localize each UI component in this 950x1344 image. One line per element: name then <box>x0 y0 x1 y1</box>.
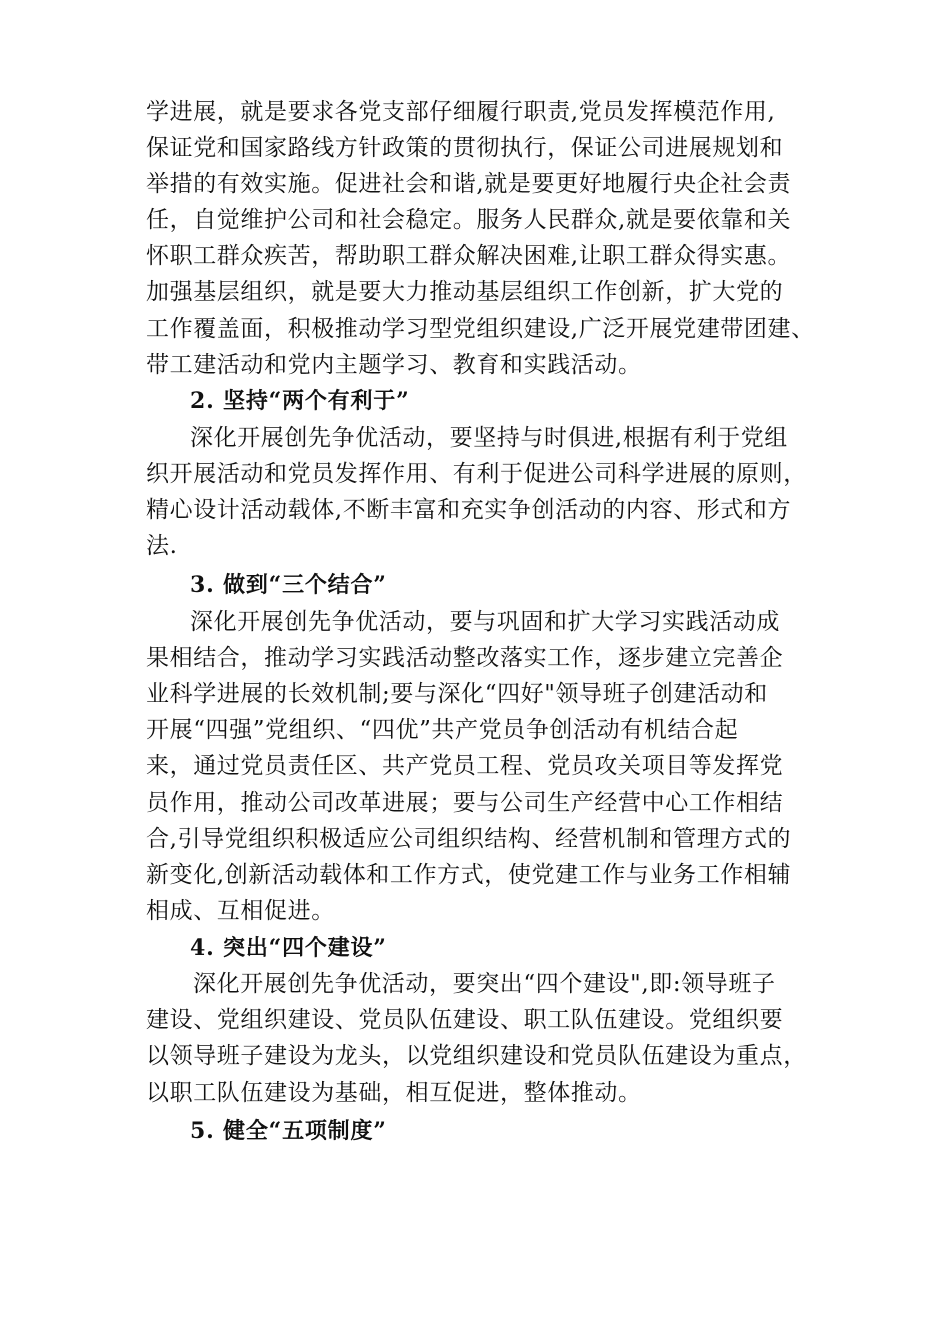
body-text-line: 任，自觉维护公司和社会稳定。服务人民群众,就是要依靠和关 <box>146 207 792 233</box>
body-text-line: 学进展，就是要求各党支部仔细履行职责,党员发挥模范作用, <box>146 99 776 125</box>
body-text-line: 建设、党组织建设、党员队伍建设、职工队伍建设。党组织要 <box>146 1007 784 1033</box>
body-text-line: 带工建活动和党内主题学习、教育和实践活动。 <box>146 352 642 378</box>
body-text-line: 工作覆盖面，积极推动学习型党组织建设,广泛开展党建带团建、 <box>146 316 815 342</box>
body-text-line: 员作用，推动公司改革进展；要与公司生产经营中心工作相结 <box>146 790 784 816</box>
body-text-line: 业科学进展的长效机制;要与深化“四好"领导班子创建活动和 <box>146 681 768 707</box>
body-text-line: 合,引导党组织积极适应公司组织结构、经营机制和管理方式的 <box>146 826 792 852</box>
body-text-line: 相成、互相促进。 <box>146 898 335 924</box>
body-text-line: 怀职工群众疾苦，帮助职工群众解决困难,让职工群众得实惠。 <box>146 243 792 269</box>
body-text-line: 深化开展创先争优活动，要与巩固和扩大学习实践活动成 <box>190 609 780 635</box>
body-text-line: 深化开展创先争优活动，要突出“四个建设",即:领导班子 <box>193 971 776 997</box>
section-heading: 5. 健全“五项制度” <box>190 1118 387 1144</box>
body-text-line: 精心设计活动载体,不断丰富和充实争创活动的内容、形式和方 <box>146 497 792 523</box>
body-text-line: 开展“四强”党组织、“四优”共产党员争创活动有机结合起 <box>146 717 739 743</box>
body-text-line: 织开展活动和党员发挥作用、有利于促进公司科学进展的原则， <box>146 461 807 487</box>
body-text-line: 保证党和国家路线方针政策的贯彻执行，保证公司进展规划和 <box>146 135 784 161</box>
body-text-line: 法. <box>146 533 178 559</box>
section-heading: 2. 坚持“两个有利于” <box>190 388 410 414</box>
body-text-line: 举措的有效实施。促进社会和谐,就是要更好地履行央企社会责 <box>146 171 792 197</box>
body-text-line: 来，通过党员责任区、共产党员工程、党员攻关项目等发挥党 <box>146 753 784 779</box>
body-text-line: 果相结合，推动学习实践活动整改落实工作，逐步建立完善企 <box>146 645 784 671</box>
section-heading: 3. 做到“三个结合” <box>190 572 387 598</box>
body-text-line: 以领导班子建设为龙头，以党组织建设和党员队伍建设为重点， <box>146 1043 807 1069</box>
body-text-line: 以职工队伍建设为基础，相互促进，整体推动。 <box>146 1080 642 1106</box>
body-text-line: 深化开展创先争优活动，要坚持与时俱进,根据有利于党组 <box>190 425 788 451</box>
section-heading: 4. 突出“四个建设” <box>190 935 387 961</box>
body-text-line: 加强基层组织，就是要大力推动基层组织工作创新，扩大党的 <box>146 279 784 305</box>
body-text-line: 新变化,创新活动载体和工作方式，使党建工作与业务工作相辅 <box>146 862 792 888</box>
